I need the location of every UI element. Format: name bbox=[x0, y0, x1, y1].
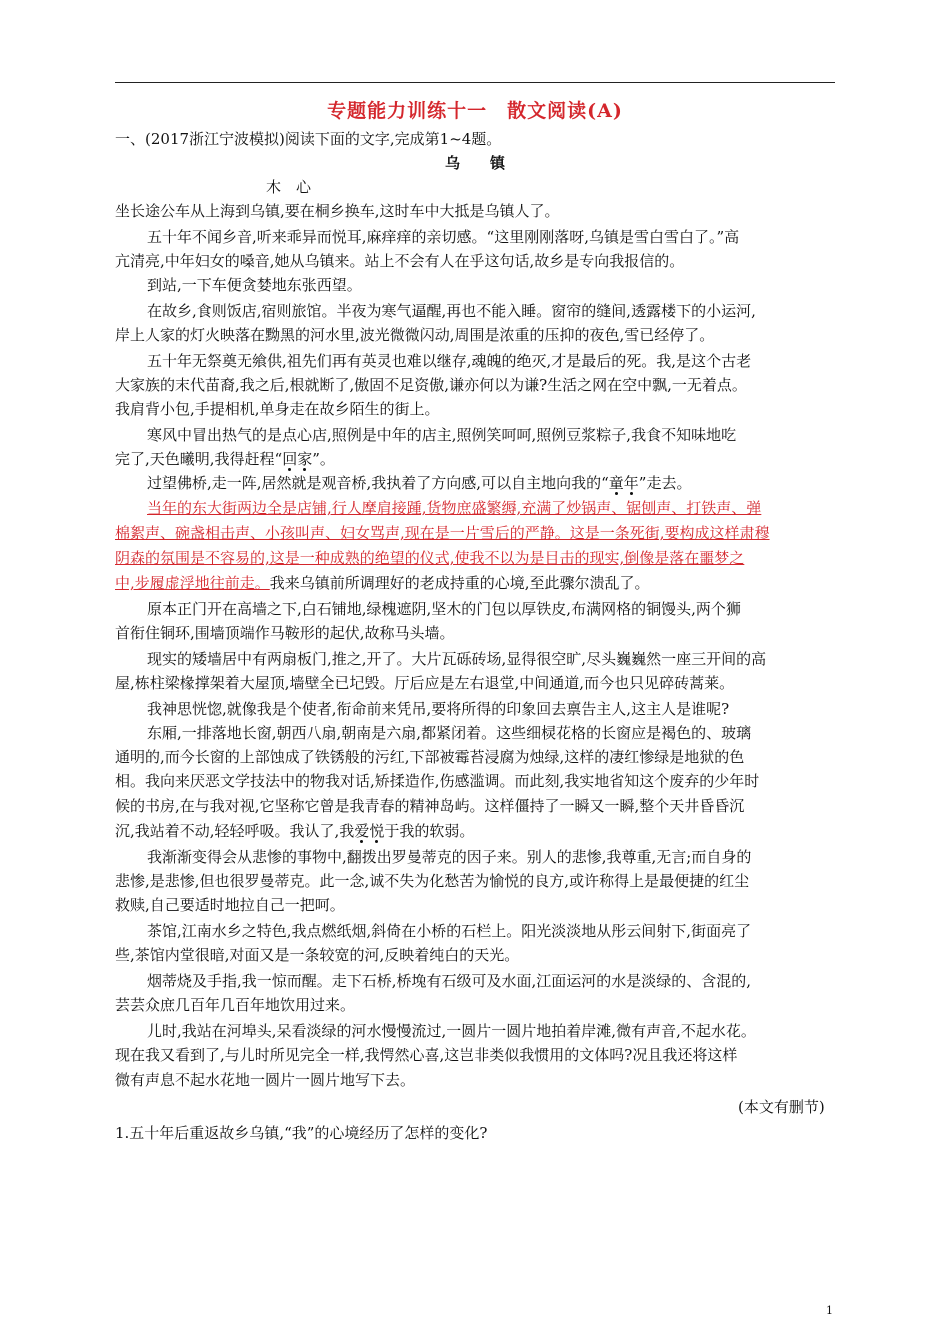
text-line: 坐长途公车从上海到乌镇,要在桐乡换车,这时车中大抵是乌镇人了。 bbox=[115, 202, 560, 220]
text-line: 烟蒂烧及手指,我一惊而醒。走下石桥,桥堍有石级可及水面,江面运河的水是淡绿的、含混的, bbox=[147, 972, 752, 990]
highlighted-span: 中,步履虚浮地往前走。 bbox=[115, 574, 270, 592]
text-line: 我渐渐变得会从悲惨的事物中,翻拨出罗曼蒂克的因子来。别人的悲惨,我尊重,无言;而自身的 bbox=[147, 848, 752, 866]
text-line: 亢清亮,中年妇女的嗓音,她从乌镇来。站上不会有人在乎这句话,故乡是专向我报信的。 bbox=[115, 252, 685, 270]
emphasis-dot-char: 爱 bbox=[354, 822, 370, 840]
emphasis-dot-char: 回 bbox=[282, 450, 298, 468]
question-1: 1.五十年后重返故乡乌镇,“我”的心境经历了怎样的变化? bbox=[115, 1124, 488, 1142]
text-line: 五十年无祭奠无飨供,祖先们再有英灵也难以继存,魂魄的绝灭,才是最后的死。我,是这个古老 bbox=[147, 352, 752, 370]
emphasis-dot-char: 家 bbox=[297, 450, 313, 468]
text-line: 大家族的末代苗裔,我之后,根就断了,傲固不足资傲,谦亦何以为谦?生活之网在空中飘,一无着点。 bbox=[115, 376, 747, 394]
text-line: 屋,栋柱梁椽撑架着大屋顶,墙壁全已圮毁。厅后应是左右退堂,中间通道,而今也只见碎砖蒿莱。 bbox=[115, 674, 735, 692]
text-line: 候的书房,在与我对视,它坚称它曾是我青春的精神岛屿。这样僵持了一瞬又一瞬,整个天井昏昏沉 bbox=[115, 797, 745, 815]
text-line: 五十年不闻乡音,听来乖异而悦耳,麻痒痒的亲切感。“这里刚刚落呀,乌镇是雪白雪白了。”高 bbox=[147, 228, 740, 246]
text-line: 原本正门开在高墙之下,白石铺地,绿槐遮阴,坚木的门包以厚铁皮,布满网格的铜馒头,两个狮 bbox=[147, 600, 741, 618]
text-line: 岸上人家的灯火映落在黝黑的河水里,波光微微闪动,周围是浓重的压抑的夜色,雪已经停了。 bbox=[115, 326, 715, 344]
page-number: 1 bbox=[826, 1304, 833, 1317]
text-line: 些,茶馆内堂很暗,对面又是一条较宽的河,反映着纯白的天光。 bbox=[115, 946, 520, 964]
text-line: 现在我又看到了,与儿时所见完全一样,我愕然心喜,这岂非类似我惯用的文体吗?况且我还将这样 bbox=[115, 1046, 738, 1064]
article-author: 木 心 bbox=[266, 178, 312, 196]
emphasis-dot-char: 悦 bbox=[369, 822, 385, 840]
text-line: 救赎,自己要适时地拉自己一把呵。 bbox=[115, 896, 345, 914]
highlighted-line: 当年的东大街两边全是店铺,行人摩肩接踵,货物庶盛繁缛,充满了炒锅声、锯刨声、打铁声、弹 bbox=[147, 499, 762, 517]
text-line: 我神思恍惚,就像我是个使者,衔命前来凭吊,要将所得的印象回去禀告主人,这主人是谁呢? bbox=[147, 700, 730, 718]
page-title: 专题能力训练十一 散文阅读(A) bbox=[327, 100, 623, 122]
text-line: 芸芸众庶几百年几百年地饮用过来。 bbox=[115, 996, 356, 1014]
text-line: 在故乡,食则饭店,宿则旅馆。半夜为寒气逼醒,再也不能入睡。窗帘的缝间,透露楼下的小运河, bbox=[147, 302, 756, 320]
text-line: 悲惨,是悲惨,但也很罗曼蒂克。此一念,诚不失为化愁苦为愉悦的良方,或许称得上是最便捷的红尘 bbox=[115, 872, 750, 890]
text-line: 过望佛桥,走一阵,居然就是观音桥,我执着了方向感,可以自主地向我的“童年”走去。 bbox=[147, 474, 692, 492]
text-line: 儿时,我站在河埠头,呆看淡绿的河水慢慢流过,一圆片一圆片地拍着岸滩,微有声音,不起水花。 bbox=[147, 1022, 756, 1040]
text-line: 微有声息不起水花地一圆片一圆片地写下去。 bbox=[115, 1071, 416, 1089]
text-line: 寒风中冒出热气的是点心店,照例是中年的店主,照例笑呵呵,照例豆浆粽子,我食不知味地吃 bbox=[147, 426, 737, 444]
section-intro: 一、(2017浙江宁波模拟)阅读下面的文字,完成第1~4题。 bbox=[115, 130, 502, 148]
text-line: 东厢,一排落地长窗,朝西八扇,朝南是六扇,都紧闭着。这些细棂花格的长窗应是褐色的、玻璃 bbox=[147, 724, 752, 742]
text-line: 茶馆,江南水乡之特色,我点燃纸烟,斜倚在小桥的石栏上。阳光淡淡地从彤云间射下,街面亮了 bbox=[147, 922, 752, 940]
header-rule bbox=[115, 82, 835, 83]
text-line: 现实的矮墙居中有两扇板门,推之,开了。大片瓦砾砖场,显得很空旷,尽头巍巍然一座三开间的高 bbox=[147, 650, 767, 668]
text-line: 首衔住铜环,围墙顶端作马鞍形的起伏,故称马头墙。 bbox=[115, 624, 455, 642]
mixed-line bbox=[115, 572, 650, 594]
text-span: 我来乌镇前所调理好的老成持重的心境,至此骤尔溃乱了。 bbox=[269, 574, 650, 592]
highlighted-line: 阴森的氛围是不容易的,这是一种成熟的绝望的仪式,使我不以为是目击的现实,倒像是落在噩梦之 bbox=[115, 549, 745, 567]
highlighted-line: 棉絮声、碗盏相击声、小孩叫声、妇女骂声,现在是一片雪后的严静。这是一条死街,要构成这样肃穆 bbox=[115, 524, 770, 542]
text-line: 到站,一下车便贪婪地东张西望。 bbox=[147, 276, 362, 294]
text-line: 沉,我站着不动,轻轻呼吸。我认了,我爱悦于我的软弱。 bbox=[115, 822, 475, 840]
text-line: 我肩背小包,手提相机,单身走在故乡陌生的街上。 bbox=[115, 400, 440, 418]
text-line: 相。我向来厌恶文学技法中的物我对话,矫揉造作,伤感滥调。而此刻,我实地省知这个废弃的少年时 bbox=[115, 772, 760, 790]
emphasis-dot-char: 童 bbox=[608, 474, 624, 492]
text-line: 通明的,而今长窗的上部蚀成了铁锈般的污红,下部被霉苔浸腐为烛绿,这样的凄红惨绿是地狱的色 bbox=[115, 748, 745, 766]
text-line: 完了,天色曦明,我得赶程“回家”。 bbox=[115, 450, 335, 468]
article-title: 乌 镇 bbox=[444, 154, 505, 172]
emphasis-dot-char: 年 bbox=[623, 474, 639, 492]
abridged-note: (本文有删节) bbox=[738, 1098, 825, 1116]
